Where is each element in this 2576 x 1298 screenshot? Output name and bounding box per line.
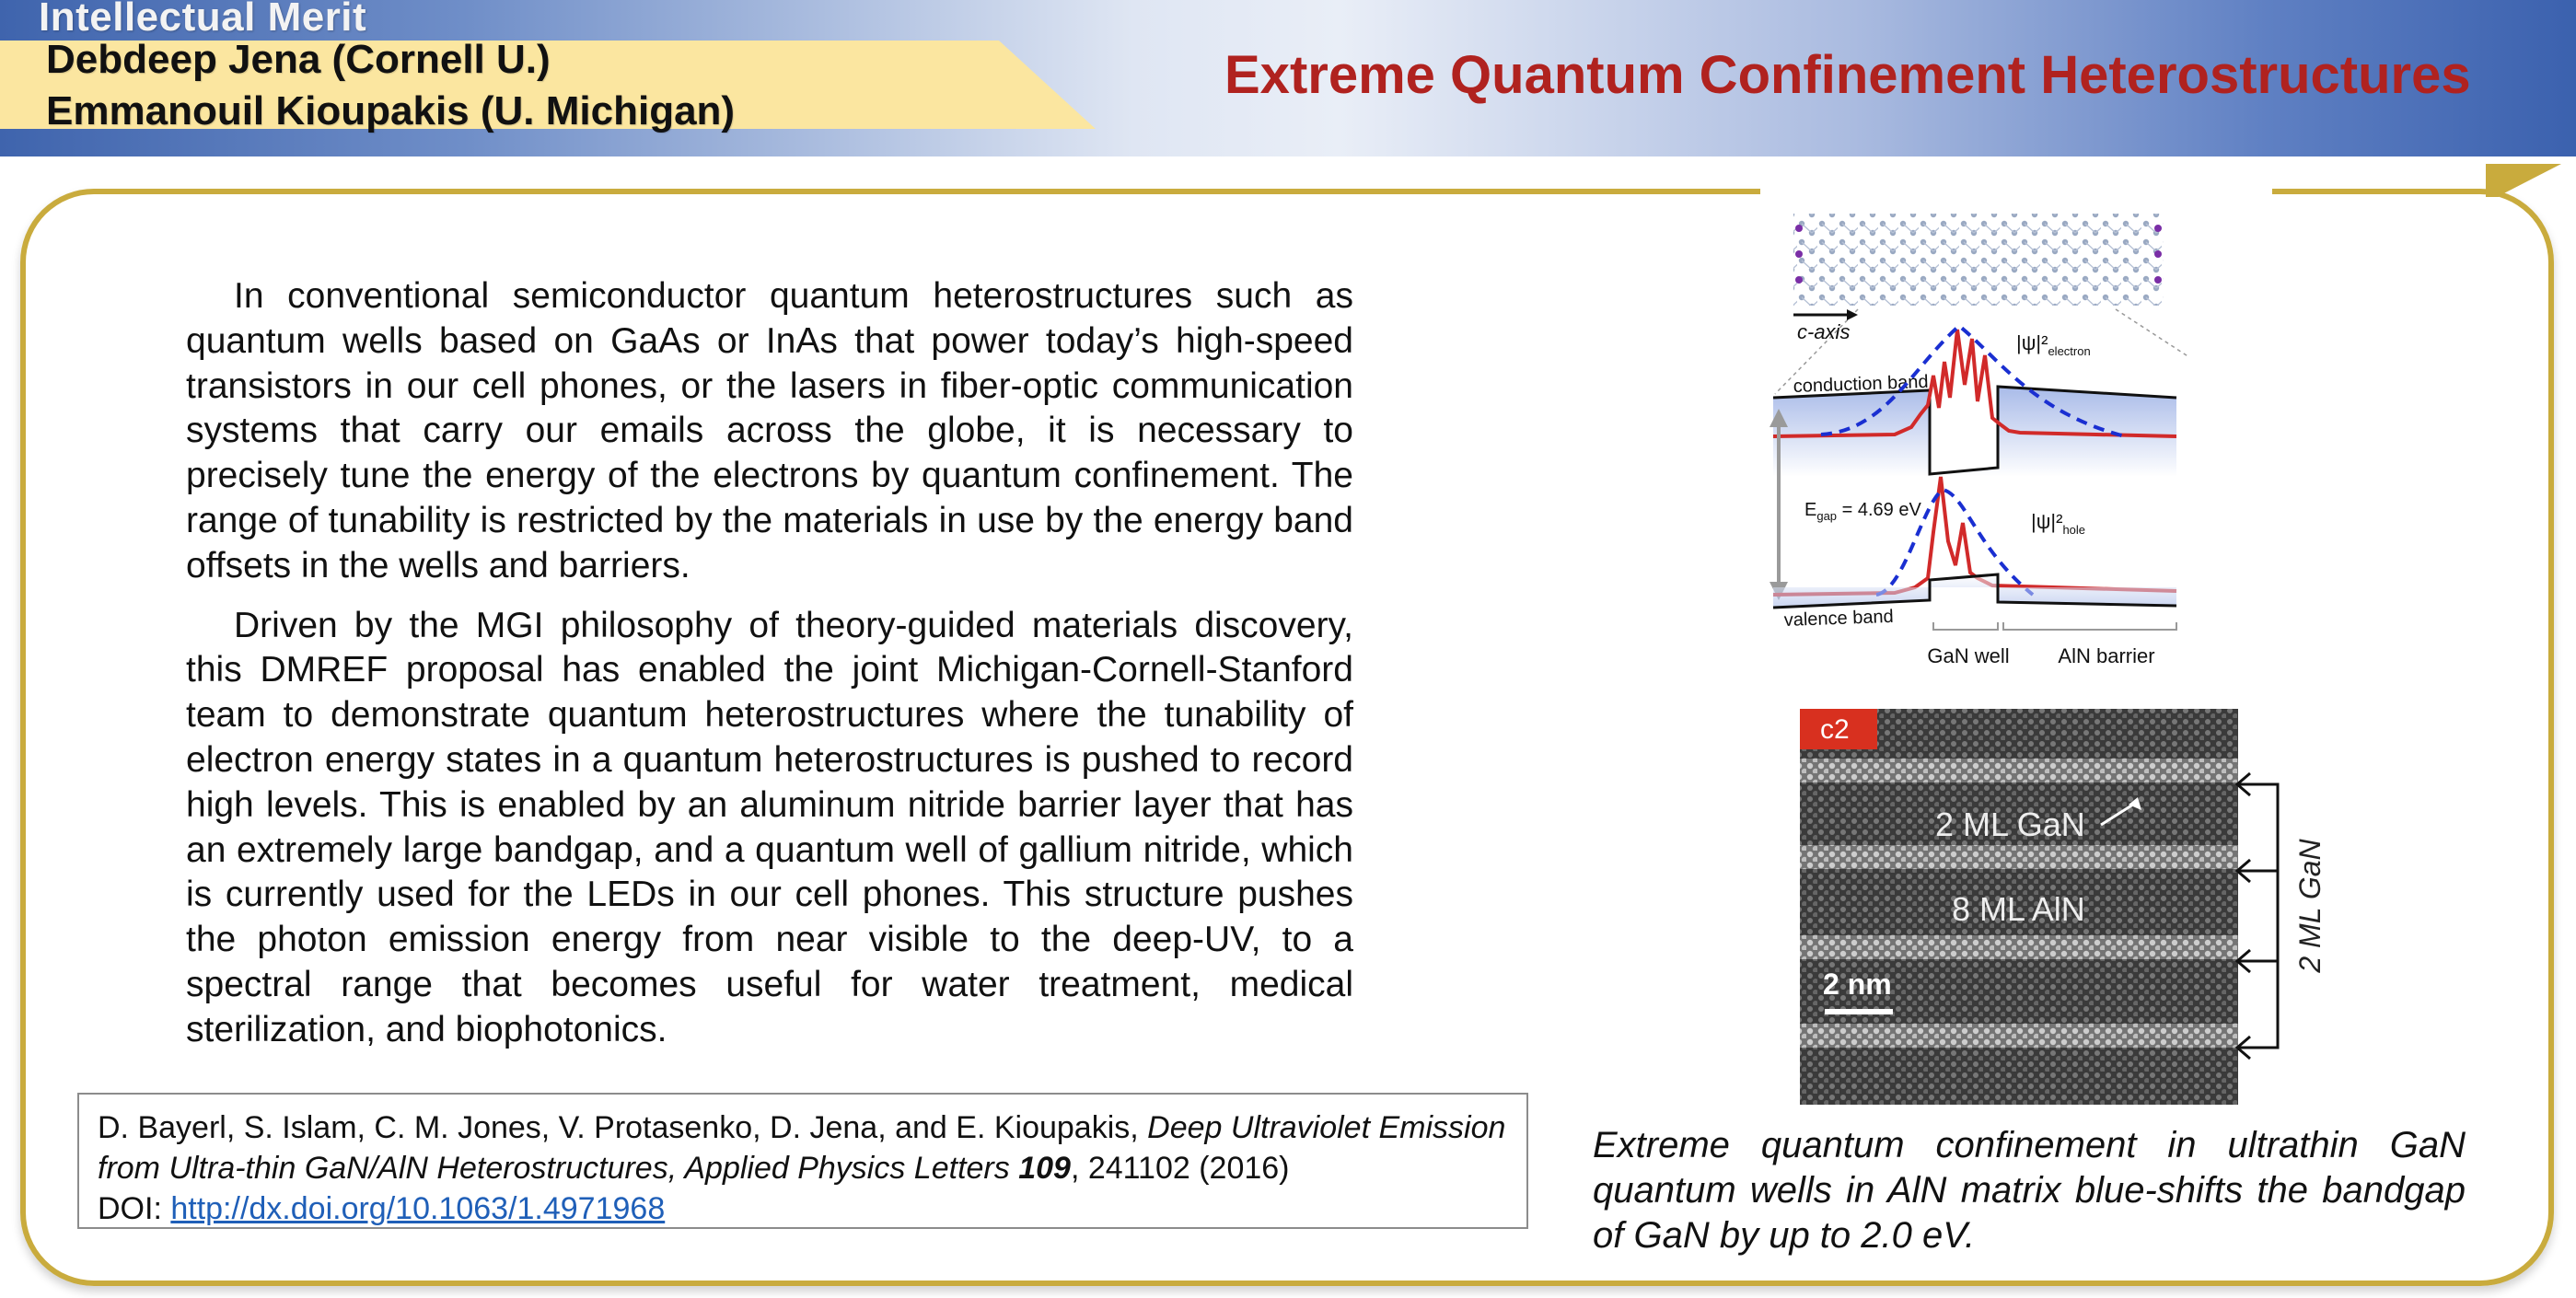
citation-title: Deep Ultraviolet Emission from Ultra-thin GaN/AlN Heterostructures, Applied Physics Letters <box>98 1110 1506 1186</box>
period-arrows <box>2237 773 2278 1059</box>
scale-bar-label: 2 nm <box>1823 968 1892 1001</box>
citation-volume: 109 <box>1018 1151 1071 1186</box>
author-1: Debdeep Jena (Cornell U.) <box>46 37 551 82</box>
valence-band-label: valence band <box>1783 606 1895 631</box>
header-banner <box>0 0 2576 156</box>
electron-density-label: $|\psi|^2_{electron}$ <box>2016 331 2091 358</box>
body-text <box>186 274 1353 1068</box>
frame-arrow-icon <box>2497 164 2561 197</box>
category-label: Intellectual Merit <box>39 0 367 40</box>
gan-layer-label: 2 ML GaN <box>1935 805 2085 843</box>
lattice-strip <box>1793 214 2164 306</box>
citation-box <box>77 1093 1528 1229</box>
gan-well-label: GaN well <box>1927 644 2010 667</box>
citation-pages: , 241102 (2016) <box>1070 1151 1290 1186</box>
page-title: Extreme Quantum Confinement Heterostructures <box>1224 45 2471 105</box>
aln-barrier-label: AlN barrier <box>2058 644 2155 667</box>
author-2: Emmanouil Kioupakis (U. Michigan) <box>46 88 736 133</box>
paragraph-2: Driven by the MGI philosophy of theory-guided materials discovery, this DMREF proposal has enabled the joint Michigan-Cornell-Stanford team to demonstrate quantum heterostructures where the tunability of electron energy states in a quantum heterostructures is pushed to record high levels. This is enabled by an aluminum nitride barrier layer that has an extremely large bandgap, and a quantum well of gallium nitride, which is currently used for the LEDs in our cell phones. This structure pushes the photon emission energy from near visible to the deep-UV, to a spectral range that becomes useful for water treatment, medical sterilization, and biophotonics. <box>186 605 1353 1049</box>
aln-layer-label: 8 ML AlN <box>1952 890 2085 928</box>
scale-bar <box>1825 1009 1893 1014</box>
band-diagram-figure <box>1757 201 2254 679</box>
hole-density-label: $|\psi|^2_{hole}$ <box>2031 510 2086 537</box>
period-label: 2 ML GaN <box>2293 839 2327 973</box>
gap-label: $E_{gap} = 4.69$ eV <box>1804 500 1921 523</box>
doi-link[interactable]: http://dx.doi.org/10.1063/1.4971968 <box>170 1191 666 1226</box>
doi-label: DOI: <box>98 1191 171 1226</box>
paragraph-1: In conventional semiconductor quantum heterostructures such as quantum wells based on GaAs or InAs that power today’s high-speed transistors in our cell phones, or the lasers in fiber-optic communication systems that carry our emails across the globe, it is necessary to precisely tune the energy of the electrons by quantum confinement. The range of tunability is restricted by the materials in use by the energy band offsets in the wells and barriers. <box>186 276 1353 585</box>
conduction-band-label: conduction band <box>1793 371 1929 397</box>
panel-label: c2 <box>1820 714 1850 745</box>
tem-micrograph-figure <box>1795 707 2348 1112</box>
citation-authors: D. Bayerl, S. Islam, C. M. Jones, V. Protasenko, D. Jena, and E. Kioupakis, <box>98 1110 1148 1145</box>
c-axis-label: c-axis <box>1797 320 1851 343</box>
frame-gap <box>1760 180 2272 203</box>
figure-caption: Extreme quantum confinement in ultrathin GaN quantum wells in AlN matrix blue-shifts the bandgap of GaN by up to 2.0 eV. <box>1593 1125 2466 1256</box>
